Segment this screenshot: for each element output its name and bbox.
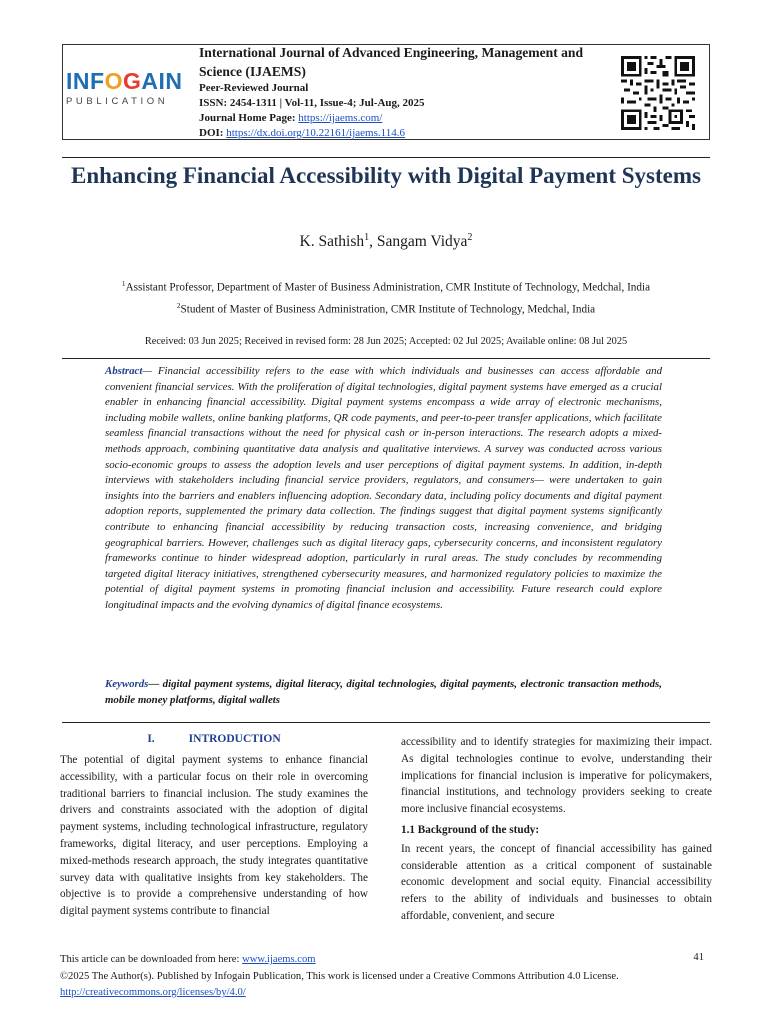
- journal-name: International Journal of Advanced Engineering, Management and Science (IJAEMS): [199, 45, 584, 79]
- affiliation-text: Assistant Professor, Department of Master of Business Administration, CMR Institute of Technology, Medchal, India: [125, 281, 651, 294]
- author-affiliation-marker: 1: [364, 232, 370, 243]
- keywords: [105, 677, 662, 708]
- affiliation-text: Student of Master of Business Administration, CMR Institute of Technology, Medchal, India: [180, 303, 596, 316]
- author-affiliation-marker: 2: [467, 232, 473, 243]
- abstract: [105, 364, 662, 614]
- doi-label: DOI:: [199, 127, 227, 139]
- section-title: INTRODUCTION: [188, 733, 281, 745]
- logo-subtitle: PUBLICATION: [66, 96, 169, 107]
- qr-code: [621, 56, 695, 130]
- background-paragraph: In recent years, the concept of financial accessibility has gained considerable attention as a critical component of sustainable economic development and social equity. Financial accessibility refers to the ability of individuals and businesses to obtain affordable, convenient, and secure: [401, 842, 712, 922]
- affiliation-marker: 2: [176, 302, 181, 310]
- author-name: Sangam Vidya: [376, 233, 468, 251]
- header-divider: [62, 157, 710, 158]
- abstract-text: — Financial accessibility refers to the ease with which individuals and businesses can access affordable and convenient financial services. With the proliferation of digital technologies, digital payment systems have emerged as a crucial enabler in enhancing financial accessibility. Digital payment systems encompass a wide array of electronic mechanisms, including mobile wallets, online banking platforms, QR code payments, and peer-to-peer transfer applications, which facilitate seamless financial transactions without the need for physical cash or in-person interactions. The research adopts a mixed-methods approach, combining quantitative data analysis and qualitative interviews. A survey was conducted across various socio-economic groups to assess the adoption levels and user perceptions of digital payment systems. In addition, in-depth interviews with stakeholders including financial service providers, regulators, and consumers— were undertaken to gain insights into the barriers and enablers influencing adoption. Secondary data, including policy documents and digital payment adoption reports, supplemented the primary data collection. The findings suggest that digital payment systems significantly contribute to enhancing financial accessibility by reducing transaction costs, increasing convenience, and bridging geographical barriers. However, challenges such as digital literacy gaps, cybersecurity concerns, and inconsistent regulatory frameworks continue to hinder widespread adoption, particularly in rural areas. The study concludes by recommending targeted digital literacy initiatives, strengthened cybersecurity measures, and harmonized regulatory policies to maximize the potential of digital payment systems in promoting financial inclusion and accessibility. Future research could explore longitudinal impacts and the evolving dynamics of digital finance ecosystems.: [105, 365, 662, 611]
- publisher-logo: [66, 68, 186, 112]
- license-text: ©2025 The Author(s). Published by Infogain Publication, This work is licensed under a Creative Commons Attribution 4.0 License.: [60, 970, 619, 982]
- right-column: [401, 734, 712, 925]
- page-number: 41: [693, 952, 704, 963]
- download-link[interactable]: www.ijaems.com: [242, 954, 316, 965]
- issn-line: ISSN: 2454-1311 | Vol-11, Issue-4; Jul-Aug, 2025: [199, 97, 425, 109]
- affiliation-marker: 1: [121, 280, 126, 288]
- abstract-label: Abstract: [105, 365, 143, 377]
- review-line: Peer-Reviewed Journal: [199, 82, 309, 94]
- intro-paragraph-continued: accessibility and to identify strategies for maximizing their impact. As digital technologies continue to evolve, understanding their implications for financial inclusion is imperative for policymakers, financial institutions, and technology providers seeking to create more inclusive financial ecosystems.: [401, 736, 712, 816]
- affiliation-2: [62, 302, 710, 316]
- homepage-line: [199, 111, 611, 126]
- author-separator: ,: [369, 233, 377, 251]
- doi-line: [199, 126, 611, 141]
- download-line: [60, 952, 712, 969]
- logo-wordmark-text: INFOGAIN: [66, 68, 183, 94]
- left-column: [60, 752, 368, 920]
- affiliation-1: [62, 280, 710, 294]
- download-text: This article can be downloaded from here:: [60, 954, 243, 965]
- abstract-bottom-divider: [62, 722, 710, 723]
- article-title: Enhancing Financial Accessibility with Digital Payment Systems: [71, 163, 701, 188]
- license-line: [60, 969, 712, 1002]
- subsection-heading: 1.1 Background of the study:: [401, 823, 540, 836]
- abstract-top-divider: [62, 358, 710, 359]
- logo-wordmark: [66, 68, 186, 94]
- homepage-link[interactable]: https://ijaems.com/: [298, 112, 383, 124]
- homepage-label: Journal Home Page:: [199, 112, 299, 124]
- journal-info: [199, 43, 611, 141]
- author-list: [62, 232, 710, 251]
- doi-link[interactable]: https://dx.doi.org/10.22161/ijaems.114.6: [226, 127, 405, 139]
- intro-paragraph: The potential of digital payment systems to enhance financial accessibility, with a particular focus on their role in overcoming traditional barriers to financial inclusion. The study examines the drivers and constraints associated with the adoption of digital payment systems, including technological infrastructure, regulatory frameworks, digital literacy, and user perceptions. Employing a mixed-methods research approach, the study integrates quantitative survey data with qualitative insights from key stakeholders. The objective is to provide a comprehensive understanding of how digital payment systems contribute to financial: [60, 754, 368, 918]
- section-number: I.: [147, 733, 155, 745]
- keywords-label: Keywords: [105, 678, 149, 690]
- publication-dates: Received: 03 Jun 2025; Received in revised form: 28 Jun 2025; Accepted: 02 Jul 2025; Available online: 08 Jul 2025: [144, 336, 628, 347]
- section-heading: [60, 733, 368, 745]
- author-name: K. Sathish: [299, 233, 365, 251]
- license-link[interactable]: http://creativecommons.org/licenses/by/4.0/: [60, 987, 246, 999]
- page-footer: [60, 952, 712, 1002]
- keywords-text: — digital payment systems, digital literacy, digital technologies, digital payments, electronic transaction methods, mobile money platforms, digital wallets: [105, 678, 662, 706]
